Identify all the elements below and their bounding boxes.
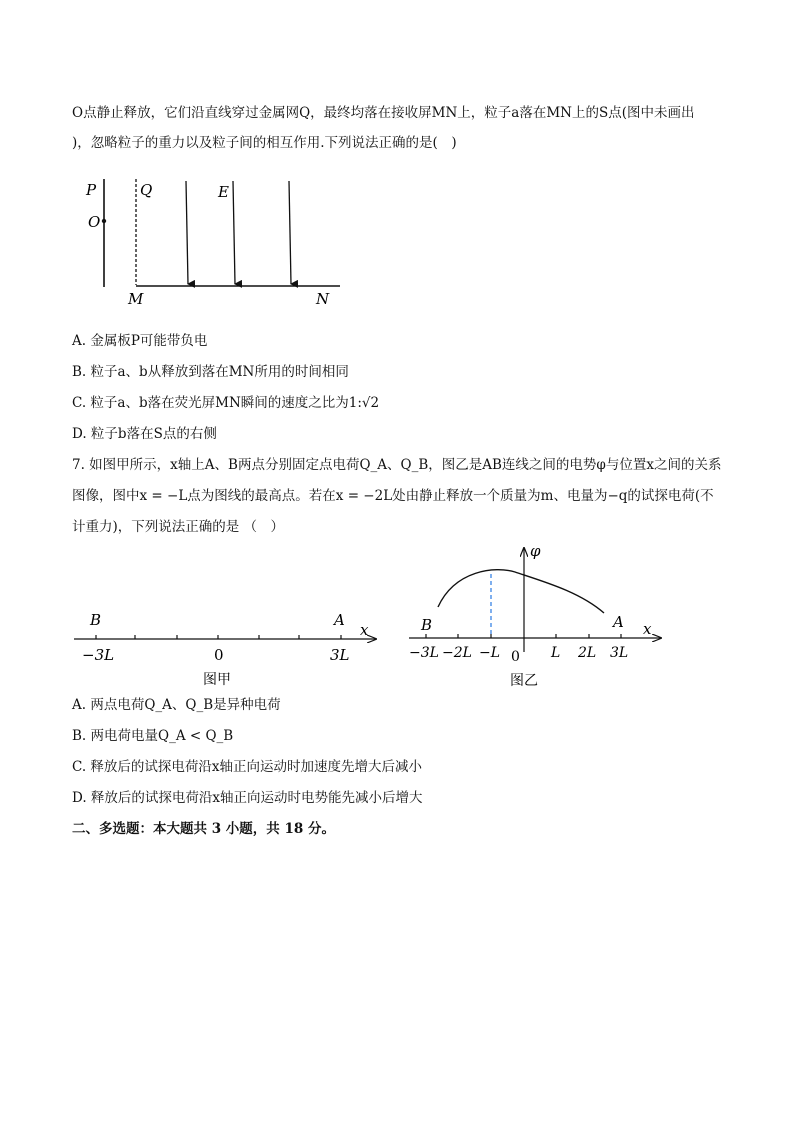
label-m: M: [128, 290, 144, 308]
label-x-jia: x: [360, 621, 369, 639]
q6-option-b[interactable]: B. 粒子a、b从释放到落在MN所用的时间相同: [72, 364, 349, 380]
label-q: Q: [140, 181, 153, 199]
tick-yi-3l: 3L: [610, 645, 629, 661]
tick-yi-l: L: [551, 645, 561, 661]
field-line: [289, 181, 291, 284]
tick-label-3l: 3L: [330, 646, 350, 664]
tick-label-0: 0: [214, 646, 224, 664]
label-b-jia: B: [90, 611, 102, 629]
q6-option-c[interactable]: C. 粒子a、b落在荧光屏MN瞬间的速度之比为1:√2: [72, 395, 380, 411]
q6-option-d[interactable]: D. 粒子b落在S点的右侧: [72, 426, 217, 442]
tick-yi-2l: 2L: [578, 645, 597, 661]
q6-stem-line-2: )，忽略粒子的重力以及粒子间的相互作用.下列说法正确的是( ): [72, 135, 457, 151]
field-line: [233, 181, 235, 284]
q7-option-b[interactable]: B. 两电荷电量Q_A < Q_B: [72, 728, 234, 744]
tick-yi-neg3l: −3L: [409, 645, 439, 661]
figure-yi: [405, 540, 670, 695]
label-x-yi: x: [643, 620, 652, 638]
field-line: [186, 181, 188, 284]
tick-yi-negl: −L: [479, 645, 501, 661]
label-p: P: [86, 181, 97, 199]
q7-option-c[interactable]: C. 释放后的试探电荷沿x轴正向运动时加速度先增大后减小: [72, 759, 423, 775]
tick-yi-0: 0: [511, 649, 520, 665]
q7-stem-line-2: 图像，图中x = −L点为图线的最高点。若在x = −2L处由静止释放一个质量为m、电量为−q的试探电荷(不: [72, 488, 714, 504]
q7-option-a[interactable]: A. 两点电荷Q_A、Q_B是异种电荷: [72, 697, 281, 713]
section-heading-multiple-choice: 二、多选题：本大题共 3 小题，共 18 分。: [72, 821, 335, 837]
label-n: N: [316, 290, 330, 308]
label-phi: φ: [530, 542, 541, 560]
q6-stem-line-1: O点静止释放，它们沿直线穿过金属网Q，最终均落在接收屏MN上，粒子a落在MN上的S点(图中未画出: [72, 105, 695, 121]
label-a-yi: A: [613, 613, 624, 631]
figure-jia: [70, 605, 390, 695]
tick-label-neg3l: −3L: [82, 646, 115, 664]
potential-curve: [438, 570, 604, 613]
q7-stem-line-1: 7. 如图甲所示，x轴上A、B两点分别固定点电荷Q_A、Q_B，图乙是AB连线之间的电势φ与位置x之间的关系: [72, 457, 722, 473]
tick-yi-neg2l: −2L: [442, 645, 472, 661]
label-b-yi: B: [421, 616, 433, 634]
caption-yi: 图乙: [510, 673, 538, 689]
label-a-jia: A: [334, 611, 345, 629]
q6-option-a[interactable]: A. 金属板P可能带负电: [72, 333, 208, 349]
q7-option-d[interactable]: D. 释放后的试探电荷沿x轴正向运动时电势能先减小后增大: [72, 790, 423, 806]
point-o: [102, 219, 106, 223]
label-o: O: [88, 213, 101, 231]
q7-stem-line-3: 计重力)，下列说法正确的是 （ ）: [72, 519, 285, 535]
caption-jia: 图甲: [203, 672, 231, 688]
q6-figure: [80, 175, 350, 310]
label-e: E: [218, 183, 229, 201]
